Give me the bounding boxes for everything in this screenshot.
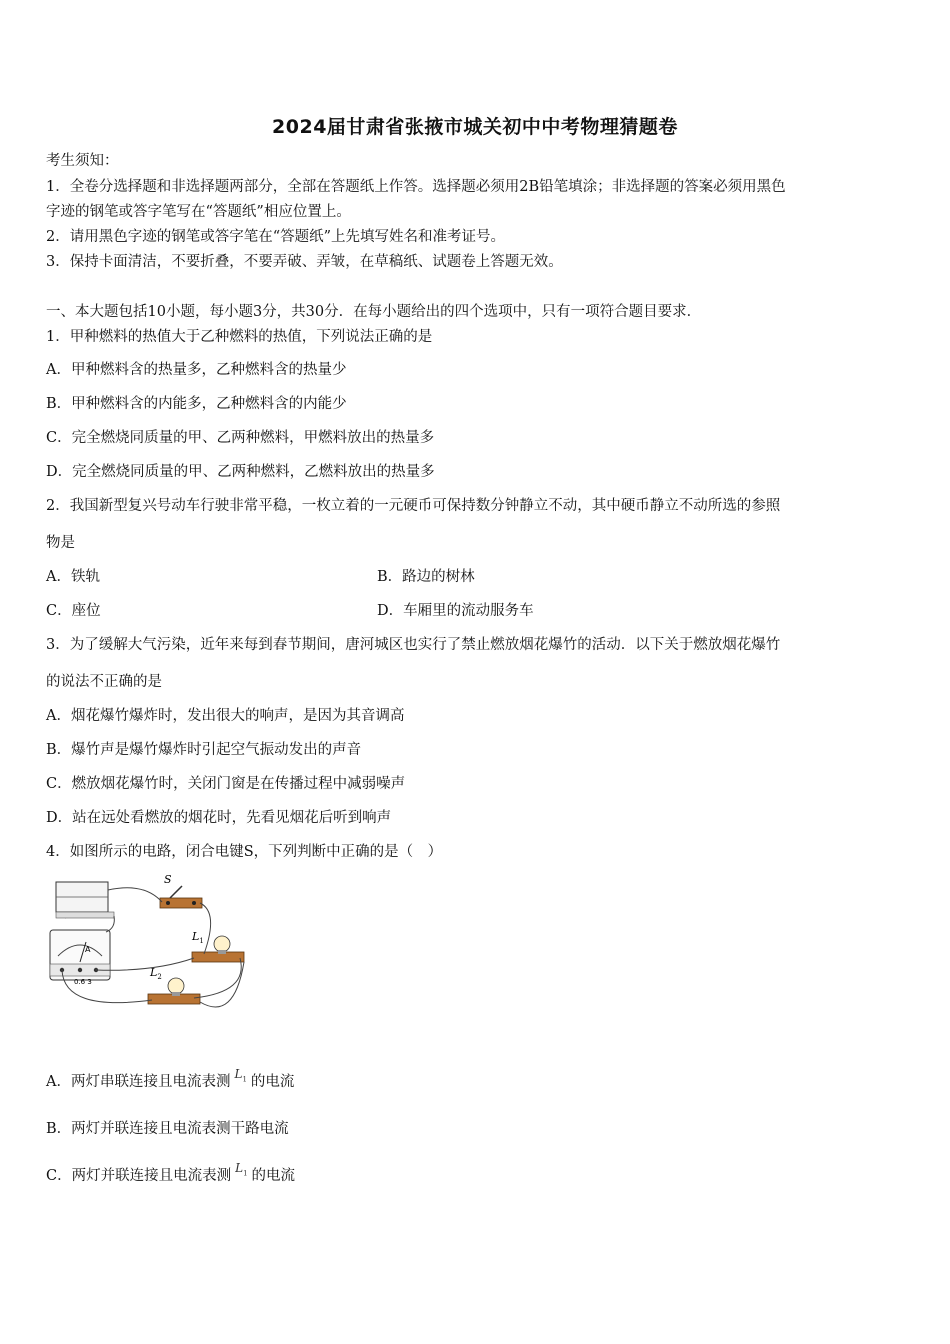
symbol-l1: L1 [234, 1067, 247, 1084]
q4-option-c [46, 1161, 296, 1191]
q1-option-d: D．完全燃烧同质量的甲、乙两种燃料，乙燃料放出的热量多 [46, 464, 435, 480]
q2-option-d: D．车厢里的流动服务车 [377, 603, 534, 619]
notice-item-2: 2．请用黑色字迹的钢笔或答字笔在“答题纸”上先填写姓名和准考证号。 [46, 229, 506, 245]
q4-option-a-text: A．两灯串联连接且电流表测 [46, 1074, 231, 1090]
q3-option-c: C．燃放烟花爆竹时，关闭门窗是在传播过程中减弱噪声 [46, 776, 406, 792]
q2-option-b: B．路边的树林 [377, 569, 475, 585]
lamp-l1 [191, 930, 244, 962]
q1-stem: 1．甲种燃料的热值大于乙种燃料的热值，下列说法正确的是 [46, 329, 433, 345]
q3-option-b: B．爆竹声是爆竹爆炸时引起空气振动发出的声音 [46, 742, 362, 758]
q2-option-a: A．铁轨 [46, 569, 100, 585]
section-heading: 一、本大题包括10小题，每小题3分，共30分．在每小题给出的四个选项中，只有一项符合题目要求． [46, 304, 702, 320]
notice-item-1: 1．全卷分选择题和非选择题两部分，全部在答题纸上作答。选择题必须用2B铅笔填涂；非选择题的答案必须用黑色 [46, 179, 786, 195]
q1-option-c: C．完全燃烧同质量的甲、乙两种燃料，甲燃料放出的热量多 [46, 430, 435, 446]
page-title: 2024届甘肃省张掖市城关初中中考物理猜题卷 [272, 116, 678, 138]
q3-stem-cont: 的说法不正确的是 [46, 674, 162, 690]
lamp-l2-label: $L_2$ [150, 966, 162, 981]
circuit-diagram [44, 872, 254, 1027]
ammeter [50, 930, 110, 986]
lamp-l1-label: $L_1$ [192, 930, 204, 945]
ammeter-scale: 0.6 3 [74, 978, 92, 986]
q2-stem-cont: 物是 [46, 535, 75, 551]
q4-stem: 4．如图所示的电路，闭合电键S，下列判断中正确的是（ ） [46, 844, 443, 860]
lamp-l2 [148, 966, 200, 1004]
q2-option-c: C．座位 [46, 603, 101, 619]
q3-option-a: A．烟花爆竹爆炸时，发出很大的响声，是因为其音调高 [46, 708, 405, 724]
q4-option-c-text: C．两灯并联连接且电流表测 [46, 1168, 232, 1184]
notice-heading: 考生须知： [46, 153, 119, 169]
q3-stem: 3．为了缓解大气污染，近年来每到春节期间，唐河城区也实行了禁止燃放烟花爆竹的活动．以下关于燃放烟花爆竹 [46, 637, 781, 653]
switch-label: S [164, 873, 172, 886]
q1-option-a: A．甲种燃料含的热量多，乙种燃料含的热量少 [46, 362, 347, 378]
q4-option-a [46, 1067, 295, 1097]
notice-item-3: 3．保持卡面清洁，不要折叠，不要弄破、弄皱，在草稿纸、试题卷上答题无效。 [46, 254, 563, 270]
q1-option-b: B．甲种燃料含的内能多，乙种燃料含的内能少 [46, 396, 347, 412]
battery-box [56, 882, 114, 918]
q4-option-b: B．两灯并联连接且电流表测干路电流 [46, 1121, 289, 1137]
q3-option-d: D．站在远处看燃放的烟花时，先看见烟花后听到响声 [46, 810, 392, 826]
symbol-l1: L1 [235, 1161, 248, 1178]
switch-s [160, 873, 202, 908]
q2-stem: 2．我国新型复兴号动车行驶非常平稳，一枚立着的一元硬币可保持数分钟静立不动，其中硬币静立不动所选的参照 [46, 498, 781, 514]
ammeter-label: A [85, 945, 91, 954]
notice-item-1-cont: 字迹的钢笔或答字笔写在“答题纸”相应位置上。 [46, 204, 351, 220]
q4-option-c-tail: 的电流 [251, 1168, 296, 1184]
q4-option-a-tail: 的电流 [250, 1074, 295, 1090]
